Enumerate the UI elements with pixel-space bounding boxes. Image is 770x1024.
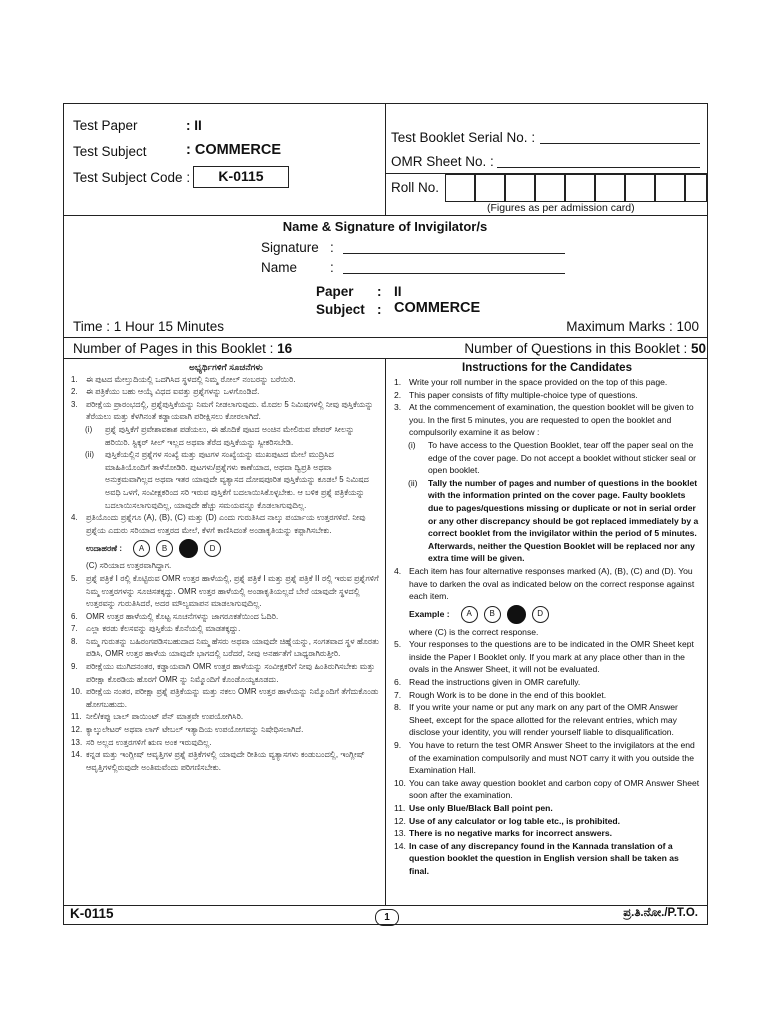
kannada-item-number: 14. bbox=[71, 750, 83, 760]
kannada-item bbox=[71, 512, 381, 537]
subject-colon: : bbox=[377, 302, 382, 317]
english-item-text: Rough Work is to be done in the end of this booklet. bbox=[409, 689, 607, 700]
english-item bbox=[394, 389, 700, 402]
kannada-item bbox=[71, 686, 381, 711]
name-label: Name bbox=[261, 260, 298, 275]
footer-rule bbox=[63, 905, 708, 906]
kannada-item-number: 5. bbox=[71, 573, 78, 583]
kannada-item-text: ಪರೀಕ್ಷೆಯು ಮುಗಿದನಂತರ, ಕಡ್ಡಾಯವಾಗಿ OMR ಉತ್ತರ ಹಾಳೆಯನ್ನು ಸಂವೀಕ್ಷಕರಿಗೆ ನೀವು ಹಿಂತಿರುಗಿಸಬೇಕು ಮತ್ತು ಪರೀಕ್ಷಾ ಕೊಠಡಿಯ ಹೊರಗೆ OMR ನ್ನು ನಿಮ್ಮೊಂದಿಗೆ ಕೊಂಡೊಯ್ಯಕೂಡದು. bbox=[86, 662, 375, 684]
pages-count-value: 16 bbox=[277, 341, 293, 356]
example-option-c-bubble bbox=[507, 605, 526, 624]
kannada-item-number: 9. bbox=[71, 662, 78, 672]
english-item-text: At the commencement of examination, the question booklet will be given to you. In the first 5 minutes, you are requested to open the booklet and compulsorily examine it as below : bbox=[409, 402, 694, 438]
signature-colon: : bbox=[330, 240, 334, 255]
header-divider bbox=[385, 103, 386, 216]
time-allowed: Time : 1 Hour 15 Minutes bbox=[73, 319, 225, 334]
example-option-d-bubble: D bbox=[204, 540, 221, 557]
english-item bbox=[394, 840, 700, 878]
kannada-item-number: 8. bbox=[71, 636, 78, 646]
test-paper-label: Test Paper bbox=[73, 118, 138, 133]
kannada-item bbox=[71, 386, 381, 399]
english-item bbox=[394, 376, 700, 389]
english-item-number: 1. bbox=[394, 377, 402, 387]
kannada-item-text: ನೀಲಿ/ಕಪ್ಪು ಬಾಲ್ ಪಾಯಿಂಟ್ ಪೆನ್ ಮಾತ್ರವೇ ಉಪಯೋಗಿಸಿರಿ. bbox=[86, 712, 244, 722]
kannada-item bbox=[71, 724, 381, 737]
kannada-item bbox=[71, 737, 381, 750]
questions-count bbox=[464, 341, 706, 356]
english-item-number: 2. bbox=[394, 389, 402, 400]
english-item-number bbox=[394, 626, 409, 639]
english-item-text: Read the instructions given in OMR carefully. bbox=[409, 677, 581, 688]
english-item-number: 9. bbox=[394, 740, 402, 751]
kannada-item-number: 2. bbox=[71, 387, 78, 397]
english-item bbox=[394, 802, 700, 815]
kannada-item-number: 7. bbox=[71, 624, 78, 634]
roll-no-cell[interactable] bbox=[595, 174, 625, 202]
roll-no-cell[interactable] bbox=[475, 174, 505, 202]
english-item bbox=[394, 739, 700, 777]
english-instructions bbox=[394, 361, 700, 878]
omr-sheet-field[interactable] bbox=[497, 154, 700, 168]
kannada-item bbox=[71, 749, 381, 774]
kannada-item bbox=[71, 374, 381, 387]
kannada-item-number: 1. bbox=[71, 374, 78, 384]
questions-count-label: Number of Questions in this Booklet : bbox=[464, 341, 688, 356]
footer-code: K-0115 bbox=[70, 906, 114, 921]
test-paper-value: : II bbox=[186, 118, 202, 133]
test-subject-code-box: K-0115 bbox=[193, 166, 289, 188]
kannada-item-number bbox=[71, 539, 86, 558]
kannada-item bbox=[71, 661, 381, 686]
kannada-item-text: OMR ಉತ್ತರ ಹಾಳೆಯಲ್ಲಿ ಕೊಟ್ಟ ಸೂಚನೆಗಳನ್ನು ಜಾಗರೂಕತೆಯಿಂದ ಓದಿರಿ. bbox=[86, 611, 279, 621]
kannada-item bbox=[71, 560, 381, 573]
english-item-text: If you write your name or put any mark on any part of the OMR Answer Sheet, except for the space allotted for the relevant entries, which may disclose your identity, you will render yourself liable to disqualification. bbox=[409, 702, 678, 738]
kannada-item bbox=[71, 449, 381, 512]
roll-no-label: Roll No. bbox=[391, 180, 440, 195]
kannada-item-text: ಈ ಪತ್ರಿಕೆಯು ಬಹು ಆಯ್ಕೆ ವಿಧದ ಐವತ್ತು ಪ್ರಶ್ನೆಗಳನ್ನು ಒಳಗೊಂಡಿದೆ. bbox=[86, 387, 260, 397]
kannada-item-text: ಪ್ರಶ್ನೆ ಪುಸ್ತಿಕೆಗೆ ಪ್ರವೇಶಾವಕಾಶ ಪಡೆಯಲು, ಈ ಹೊದಿಕೆ ಪುಟದ ಅಂಚಿನ ಮೇಲಿರುವ ಪೇಪರ್ ಸೀಲನ್ನು ಹರಿಯಿರಿ. ಸ್ಟಿಕ್ಕರ್ ಸೀಲ್ ಇಲ್ಲದ ಅಥವಾ ತೆರೆದ ಪುಸ್ತಿಕೆಯನ್ನು ಸ್ವೀಕರಿಸಬೇಡಿ. bbox=[105, 424, 355, 447]
kannada-item-number: 11. bbox=[71, 712, 82, 722]
roll-no-note: (Figures as per admission card) bbox=[487, 202, 635, 214]
example-option-b-bubble: B bbox=[156, 540, 173, 557]
roll-no-cell[interactable] bbox=[625, 174, 655, 202]
omr-sheet-label: OMR Sheet No. : bbox=[391, 154, 494, 169]
kannada-item-number: 13. bbox=[71, 737, 83, 747]
page-number: 1 bbox=[375, 909, 399, 926]
english-item bbox=[394, 565, 700, 603]
english-item-number: 7. bbox=[394, 689, 402, 700]
english-item-text: Write your roll number in the space provided on the top of this page. bbox=[409, 377, 668, 387]
english-item-text: Your responses to the questions are to be indicated in the OMR Sheet kept inside the Paper I Booklet only. If you mark at any place other than in the ovals in the Answer Sheet, it will not be evaluated. bbox=[409, 639, 694, 675]
english-item-text: Tally the number of pages and number of questions in the booklet with the information printed on the cover page. Faulty booklets due to pages/questions missing or duplicate or not in serial order or any other discrepancy should be got replaced immediately by a correct booklet from the invigilator within the period of 5 minutes. Afterwards, neither the Question Booklet will be replaced nor any extra time will be given. bbox=[428, 477, 699, 564]
kannada-item-text: ಪರೀಕ್ಷೆಯ ನಂತರ, ಪರೀಕ್ಷಾ ಪ್ರಶ್ನೆ ಪತ್ರಿಕೆಯನ್ನು ಮತ್ತು ನಕಲು OMR ಉತ್ತರ ಹಾಳೆಯನ್ನು ನಿಮ್ಮೊಂದಿಗೆ ತೆಗೆದುಕೊಂಡು ಹೋಗಬಹುದು. bbox=[86, 687, 379, 709]
roll-no-cell[interactable] bbox=[505, 174, 535, 202]
test-subject-code-label: Test Subject Code : bbox=[73, 170, 191, 185]
paper-colon: : bbox=[377, 284, 382, 299]
roll-no-cell[interactable] bbox=[565, 174, 595, 202]
serial-no-label: Test Booklet Serial No. : bbox=[391, 130, 536, 145]
name-field[interactable] bbox=[343, 260, 565, 274]
english-item-text: This paper consists of fifty multiple-choice type of questions. bbox=[409, 389, 638, 400]
english-item-number: 13. bbox=[394, 828, 406, 839]
kannada-item-text: ಈ ಪುಟದ ಮೇಲ್ತುದಿಯಲ್ಲಿ ಒದಗಿಸಿದ ಸ್ಥಳದಲ್ಲಿ ನಿಮ್ಮ ರೋಲ್ ನಂಬರನ್ನು ಬರೆಯಿರಿ. bbox=[86, 374, 296, 384]
column-divider bbox=[385, 358, 386, 905]
kannada-item-text: ನಿಮ್ಮ ಗುರುತನ್ನು ಬಹಿರಂಗಪಡಿಸಬಹುದಾದ ನಿಮ್ಮ ಹೆಸರು ಅಥವಾ ಯಾವುದೇ ಚಿಹ್ನೆಯನ್ನು, ಸಂಗತವಾದ ಸ್ಥಳ ಹೊರತು ಪಡಿಸಿ, OMR ಉತ್ತರ ಹಾಳೆಯ ಯಾವುದೇ ಭಾಗದಲ್ಲಿ ಬರೆದರೆ, ನೀವು ಅನರ್ಹತೆಗೆ ಬಾಧ್ಯರಾಗಿರುತ್ತೀರಿ. bbox=[86, 636, 379, 659]
english-item-text: You have to return the test OMR Answer Sheet to the invigilators at the end of the examination compulsorily and must NOT carry it with you outside the Examination Hall. bbox=[409, 740, 695, 776]
example-option-d-bubble: D bbox=[532, 606, 549, 623]
english-item-number: 6. bbox=[394, 677, 402, 688]
english-item bbox=[394, 626, 700, 639]
english-item-text: In case of any discrepancy found in the Kannada translation of a question booklet the question in English version shall be taken as final. bbox=[409, 840, 679, 876]
kannada-item-text: ಕ್ಯಾಲ್ಕುಲೇಟರ್ ಅಥವಾ ಲಾಗ್ ಟೇಬಲ್ ಇತ್ಯಾದಿಯ ಉಪಯೋಗವನ್ನು ನಿಷೇಧಿಸಲಾಗಿದೆ. bbox=[86, 725, 304, 735]
subject-label: Subject bbox=[316, 302, 365, 317]
kannada-item bbox=[71, 399, 381, 424]
english-item-number: 11. bbox=[394, 803, 406, 813]
maximum-marks: Maximum Marks : 100 bbox=[566, 319, 699, 334]
roll-no-cell[interactable] bbox=[685, 174, 707, 202]
english-item-number: 4. bbox=[394, 565, 402, 576]
example-option-c-bubble bbox=[179, 539, 198, 558]
kannada-instructions-title: ಅಭ್ಯರ್ಥಿಗಳಿಗೆ ಸೂಚನೆಗಳು bbox=[189, 362, 263, 372]
english-item bbox=[394, 676, 700, 689]
kannada-item-text: (C) ಸರಿಯಾದ ಉತ್ತರವಾಗಿದ್ದಾಗ. bbox=[86, 561, 172, 571]
english-item-text: Use of any calculator or log table etc., is prohibited. bbox=[409, 815, 621, 826]
kannada-item-number: 12. bbox=[71, 725, 83, 735]
signature-field[interactable] bbox=[343, 240, 565, 254]
english-item-text: You can take away question booklet and carbon copy of OMR Answer Sheet soon after the examination. bbox=[409, 777, 700, 801]
english-item-text: Example : bbox=[409, 608, 450, 619]
english-item bbox=[394, 689, 700, 702]
kannada-item bbox=[71, 424, 381, 449]
invigilator-title: Name & Signature of Invigilator/s bbox=[282, 219, 488, 234]
kannada-item-number bbox=[71, 560, 86, 573]
english-item-text: To have access to the Question Booklet, tear off the paper seal on the edge of the cover page. Do not accept a booklet without sticker seal or open booklet. bbox=[428, 439, 696, 476]
english-item bbox=[394, 477, 700, 565]
example-option-a-bubble: A bbox=[133, 540, 150, 557]
kannada-item-number: 6. bbox=[71, 611, 78, 621]
subject-value: COMMERCE bbox=[394, 300, 481, 316]
english-item-number: 14. bbox=[394, 840, 406, 851]
pages-count-label: Number of Pages in this Booklet : bbox=[73, 341, 274, 356]
test-subject-label: Test Subject bbox=[73, 144, 147, 159]
roll-no-cell[interactable] bbox=[445, 174, 475, 202]
kannada-item-number: 3. bbox=[71, 399, 78, 409]
english-item bbox=[394, 439, 700, 477]
kannada-item-number: 4. bbox=[71, 513, 78, 523]
english-item-text: There is no negative marks for incorrect answers. bbox=[409, 828, 612, 839]
kannada-item bbox=[71, 636, 381, 661]
kannada-item bbox=[71, 539, 381, 558]
roll-no-cell[interactable] bbox=[535, 174, 565, 202]
pages-row-top-rule bbox=[63, 337, 708, 338]
example-option-a-bubble: A bbox=[461, 606, 478, 623]
english-item bbox=[394, 401, 700, 439]
kannada-item bbox=[71, 611, 381, 624]
roll-no-cell[interactable] bbox=[655, 174, 685, 202]
kannada-item-text: ಕನ್ನಡ ಮತ್ತು ಇಂಗ್ಲೀಷ್ ಆವೃತ್ತಿಗಳ ಪ್ರಶ್ನೆ ಪತ್ರಿಕೆಗಳಲ್ಲಿ ಯಾವುದೇ ರೀತಿಯ ವ್ಯತ್ಯಾಸಗಳು ಕಂಡುಬಂದಲ್ಲಿ, ಇಂಗ್ಲೀಷ್ ಆವೃತ್ತಿಗಳಲ್ಲಿರುವುದೇ ಅಂತಿಮವೆಂದು ಪರಿಗಣಿಸಬೇಕು. bbox=[86, 750, 365, 772]
english-item bbox=[394, 605, 700, 624]
kannada-item-text: ಪುಸ್ತಿಕೆಯಲ್ಲಿನ ಪ್ರಶ್ನೆಗಳ ಸಂಖ್ಯೆ ಮತ್ತು ಪುಟಗಳ ಸಂಖ್ಯೆಯನ್ನು ಮುಖಪುಟದ ಮೇಲೆ ಮುದ್ರಿಸಿದ ಮಾಹಿತಿಯೊಂದಿಗೆ ತಾಳೆನೋಡಿರಿ. ಪುಟಗಳು/ಪ್ರಶ್ನೆಗಳು ಕಾಣೆಯಾದ, ಅಥವಾ ದ್ವಿಪ್ರತಿ ಅಥವಾ ಅನುಕ್ರಮವಾಗಿಲ್ಲದ ಅಥವಾ ಇತರ ಯಾವುದೇ ವ್ಯತ್ಯಾಸದ ದೋಷಪೂರಿತ ಪುಸ್ತಿಕೆಯನ್ನು ಕೂಡಲೆ 5 ನಿಮಿಷದ ಅವಧಿ ಒಳಗೆ, ಸಂವೀಕ್ಷಕರಿಂದ ಸರಿ ಇರುವ ಪುಸ್ತಿಕೆಗೆ ಬದಲಾಯಿಸಿಕೊಳ್ಳಬೇಕು. ಆ ಬಳಿಕ ಪ್ರಶ್ನೆ ಪತ್ರಿಕೆಯನ್ನು ಬದಲಾಯಿಸಲಾಗುವುದಿಲ್ಲ, ಯಾವುದೇ ಹೆಚ್ಚು ಸಮಯವನ್ನೂ ಕೊಡಲಾಗುವುದಿಲ್ಲ. bbox=[105, 450, 369, 510]
example-option-b-bubble: B bbox=[484, 606, 501, 623]
kannada-item-text: ಸರಿ ಅಲ್ಲದ ಉತ್ತರಗಳಿಗೆ ಋಣ ಅಂಕ ಇರುವುದಿಲ್ಲ. bbox=[86, 737, 212, 747]
english-item bbox=[394, 827, 700, 840]
english-item-number: 5. bbox=[394, 639, 402, 650]
header-bottom-rule bbox=[63, 215, 708, 216]
english-item-text: Use only Blue/Black Ball point pen. bbox=[409, 803, 553, 813]
signature-label: Signature bbox=[261, 240, 319, 255]
english-item-number: (i) bbox=[408, 439, 416, 450]
kannada-instructions bbox=[71, 361, 381, 774]
kannada-item-text: ಪ್ರತಿಯೊಂದು ಪ್ರಶ್ನೆಗೂ (A), (B), (C) ಮತ್ತು (D) ಎಂದು ಗುರುತಿಸಿದ ನಾಲ್ಕು ಪರ್ಯಾಯ ಉತ್ತರಗಳಿವೆ. ನೀವು ಪ್ರಶ್ನೆಯ ಎದುರು ಸರಿಯಾದ ಉತ್ತರದ ಮೇಲೆ, ಕೆಳಗೆ ಕಾಣಿಸಿದಂತೆ ಅಂಡಾಕೃತಿಯನ್ನು ಕಪ್ಪಾಗಿಸಬೇಕು. bbox=[86, 513, 366, 535]
serial-no-field[interactable] bbox=[540, 130, 700, 144]
kannada-item-number: (ii) bbox=[85, 450, 95, 460]
name-colon: : bbox=[330, 260, 334, 275]
kannada-item-text: ಪರೀಕ್ಷೆಯ ಪ್ರಾರಂಭದಲ್ಲಿ, ಪ್ರಶ್ನೆಪುಸ್ತಿಕೆಯನ್ನು ನಿಮಗೆ ನೀಡಲಾಗುವುದು. ಮೊದಲ 5 ನಿಮಿಷಗಳಲ್ಲಿ ನೀವು ಪುಸ್ತಿಕೆಯನ್ನು ತೆರೆಯಲು ಮತ್ತು ಕೆಳಗಿನಂತೆ ಕಡ್ಡಾಯವಾಗಿ ಪರೀಕ್ಷಿಸಲು ಕೋರಲಾಗಿದೆ. bbox=[86, 399, 374, 422]
kannada-item-text: ಎಲ್ಲಾ ಕರಡು ಕೆಲಸವನ್ನು ಪುಸ್ತಿಕೆಯ ಕೊನೆಯಲ್ಲಿ ಮಾಡತಕ್ಕದ್ದು. bbox=[86, 624, 241, 634]
english-item bbox=[394, 701, 700, 739]
page-number-badge bbox=[375, 907, 399, 926]
kannada-item-text: ಉದಾಹರಣೆ : bbox=[86, 543, 123, 553]
english-item-text: Each item has four alternative responses marked (A), (B), (C) and (D). You have to darken the oval as indicated below on the correct response against each item. bbox=[409, 565, 695, 602]
kannada-item bbox=[71, 573, 381, 611]
english-item bbox=[394, 638, 700, 676]
pto-label: ಪ್ರ.ತಿ.ನೋ./P.T.O. bbox=[623, 907, 698, 919]
english-item bbox=[394, 777, 700, 802]
paper-label: Paper bbox=[316, 284, 354, 299]
english-item-number: 10. bbox=[394, 777, 406, 788]
english-item-number: (ii) bbox=[408, 477, 418, 488]
english-item-text: where (C) is the correct response. bbox=[409, 626, 539, 637]
questions-count-value: 50 bbox=[690, 341, 706, 356]
kannada-item bbox=[71, 711, 381, 724]
kannada-item bbox=[71, 623, 381, 636]
paper-value: II bbox=[394, 284, 402, 299]
english-item-number: 3. bbox=[394, 402, 402, 413]
test-subject-value: : COMMERCE bbox=[186, 142, 282, 158]
kannada-item-text: ಪ್ರಶ್ನೆ ಪತ್ರಿಕೆ I ರಲ್ಲಿ ಕೊಟ್ಟಿರುವ OMR ಉತ್ತರ ಹಾಳೆಯಲ್ಲಿ, ಪ್ರಶ್ನೆ ಪತ್ರಿಕೆ I ಮತ್ತು ಪ್ರಶ್ನೆ ಪತ್ರಿಕೆ II ರಲ್ಲಿ ಇರುವ ಪ್ರಶ್ನೆಗಳಿಗೆ ನಿಮ್ಮ ಉತ್ತರಗಳನ್ನು ಸೂಚಿಸತಕ್ಕದ್ದು. OMR ಉತ್ತರ ಹಾಳೆಯಲ್ಲಿ ಅಂಡಾಕೃತಿಯಲ್ಲದೆ ಬೇರೆ ಯಾವುದೇ ಸ್ಥಳದಲ್ಲಿ ಉತ್ತರವನ್ನು ಗುರುತಿಸಿದರೆ, ಅದರ ಮೌಲ್ಯಮಾಪನ ಮಾಡಲಾಗುವುದಿಲ್ಲ. bbox=[86, 573, 379, 609]
english-item-number: 12. bbox=[394, 815, 406, 826]
kannada-item-number: 10. bbox=[71, 687, 83, 697]
english-item-number: 8. bbox=[394, 702, 402, 713]
english-instructions-title: Instructions for the Candidates bbox=[462, 362, 632, 374]
english-item-number bbox=[394, 605, 409, 624]
kannada-item-number: (i) bbox=[85, 424, 93, 434]
english-item bbox=[394, 815, 700, 828]
pages-count bbox=[73, 341, 292, 356]
